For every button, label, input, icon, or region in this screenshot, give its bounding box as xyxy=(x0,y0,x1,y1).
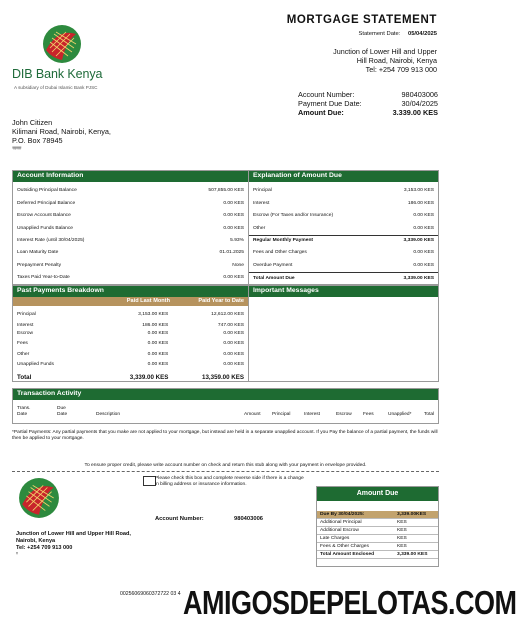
past-payment-label: Principal xyxy=(17,312,36,317)
col-unapplied: Unapplied* xyxy=(388,412,412,417)
paid-last-month-value: 186.00 KES xyxy=(142,322,169,328)
important-messages-header: Important Messages xyxy=(249,286,438,297)
amount-due-row-value[interactable]: KES xyxy=(397,527,407,533)
payments-panel xyxy=(12,285,439,382)
past-payment-label: Escrow xyxy=(17,330,34,336)
dib-logo-icon xyxy=(18,477,60,519)
paid-ytd-value: 0.00 KES xyxy=(223,330,244,336)
col-interest: Interest xyxy=(304,412,320,417)
explanation-header: Explanation of Amount Due xyxy=(249,171,438,182)
address-change-note: Please check this box and complete reverse side if there is a change in billing address or insurance information. xyxy=(155,476,304,488)
customer-name: John Citizen xyxy=(12,118,53,127)
col-trans-date xyxy=(17,406,30,417)
col-escrow: Escrow xyxy=(336,412,352,417)
amount-due-row-label: Late Charges xyxy=(320,535,350,541)
watermark: AMIGOSDEPELOTAS.COM xyxy=(183,584,517,622)
account-info-row-label: Outsiding Principal Balance xyxy=(17,188,77,194)
explanation-row-value: 3,339.00 KES xyxy=(403,238,434,244)
explanation-row-label: Interest xyxy=(253,200,270,206)
account-info-row-label: Escrow Account Balance xyxy=(17,213,71,219)
amount-due-row xyxy=(317,543,438,551)
explanation-row-value: 0.00 KES xyxy=(413,250,434,256)
explanation-of-amount-due xyxy=(249,171,438,284)
customer-address xyxy=(12,118,111,154)
explanation-row xyxy=(249,222,438,234)
amount-due-row-value: 3,339.00KES xyxy=(397,511,427,517)
explanation-row-value: 3,339.00 KES xyxy=(403,275,434,281)
account-info-row-value: 5.93% xyxy=(230,237,244,243)
explanation-row-label: Escrow (For Taxes and/or Insurance) xyxy=(253,213,334,219)
account-info-row xyxy=(13,197,248,209)
explanation-row-value: 186.00 KES xyxy=(407,200,434,206)
bank-subtitle: A subsidiary of Dubai Islamic Bank PJSC xyxy=(14,85,98,90)
stub-barcode: ꞌꞌꞋꞌꞋꞌꞌꞋꞌꞌꞋꞌꞋꞌ xyxy=(16,551,17,558)
account-info-row xyxy=(13,185,248,197)
bank-phone: Tel: +254 709 913 000 xyxy=(365,65,437,74)
account-info-row xyxy=(13,259,248,271)
explanation-row-value: 0.00 KES xyxy=(413,225,434,231)
stub-logo xyxy=(18,477,60,522)
paid-ytd-value: 12,612.00 KES xyxy=(211,312,244,317)
explanation-row xyxy=(249,235,438,247)
dib-logo-icon xyxy=(42,24,82,64)
past-payments-header: Past Payments Breakdown xyxy=(13,286,248,297)
account-info-row-value: 0.00 KES xyxy=(223,213,244,219)
paid-last-month-value: 0.00 KES xyxy=(147,330,169,336)
past-payment-label: Other xyxy=(17,351,30,357)
amount-due-box xyxy=(316,486,439,567)
past-payment-label: Unapplied Funds xyxy=(17,362,54,367)
col-principal: Principal xyxy=(272,412,291,417)
paid-last-month-value: 0.00 KES xyxy=(147,362,169,367)
statement-date-label: Statement Date: xyxy=(358,31,401,37)
account-info-row-value: 507,855.00 KES xyxy=(208,188,244,194)
account-info-row-label: Unapplied Funds Balance xyxy=(17,225,74,231)
tear-line xyxy=(12,471,439,472)
amount-due-row xyxy=(317,527,438,535)
explanation-row xyxy=(249,259,438,271)
amount-due-row-value: 3,339.00 KES xyxy=(397,551,428,557)
account-info-row xyxy=(13,210,248,222)
amount-due-row-value[interactable]: KES xyxy=(397,519,407,525)
account-info-row-value: 0.00 KES xyxy=(223,200,244,206)
transaction-activity xyxy=(12,388,439,424)
explanation-row-label: Overdue Payment xyxy=(253,262,293,268)
paid-last-month-value: 0.00 KES xyxy=(147,351,169,357)
stub-account-number: 980403006 xyxy=(234,516,264,522)
bank-name: DIB Bank Kenya xyxy=(12,67,103,81)
total-last-month: 3,339.00 KES xyxy=(129,373,169,381)
customer-pobox: P.O. Box 78945 xyxy=(12,136,63,146)
past-payment-row xyxy=(13,312,248,323)
col-description: Description xyxy=(96,412,120,417)
total-ytd: 13,359.00 KES xyxy=(202,373,244,381)
col-due-date xyxy=(57,406,67,417)
explanation-row-label: Principal xyxy=(253,188,272,194)
past-payment-row xyxy=(13,352,248,363)
explanation-row xyxy=(249,272,438,284)
account-info-row-label: Interest Rate (until 30/04/2025) xyxy=(17,237,85,243)
paid-ytd-value: 747.00 KES xyxy=(217,322,244,328)
account-info-row-label: Prepayment Penalty xyxy=(17,262,62,268)
paid-last-month-header: Paid Last Month xyxy=(126,298,170,304)
amount-due-row xyxy=(317,535,438,543)
past-payments-breakdown xyxy=(13,286,249,381)
account-info-row-label: Taxes Paid Year-to-Date xyxy=(17,275,70,281)
explanation-row-label: Fees and Other Charges xyxy=(253,250,307,256)
explanation-row-label: Total Amount Due xyxy=(253,275,295,281)
micr-line: 00256069060372722 03 4 xyxy=(120,591,181,597)
partial-payments-note: *Partial Payments: Any partial payments that you make are not applied to your mortgage, but instead are held in a separate unapplied account. If you Pay the balance of a partial payment, the funds will then be applied to your mortgage. xyxy=(12,430,438,442)
account-summary xyxy=(298,91,438,117)
past-payments-columns xyxy=(13,297,248,306)
past-payment-row xyxy=(13,323,248,331)
transaction-activity-header: Transaction Activity xyxy=(13,389,438,400)
amount-due-row xyxy=(317,511,438,519)
amount-due-row-label: Fees & Other Charges xyxy=(320,543,369,549)
bank-address-line: Junction of Lower Hill and Upper xyxy=(333,47,437,56)
account-info-row-label: Loan Maturity Date xyxy=(17,250,59,256)
explanation-row xyxy=(249,210,438,222)
stub-address-line: Junction of Lower Hill and Upper Hill Road, xyxy=(16,531,131,537)
amount-due-row-value[interactable]: KES xyxy=(397,543,407,549)
statement-date-value: 05/04/2025 xyxy=(407,31,437,37)
amount-due-row-value[interactable]: KES xyxy=(397,535,407,541)
credit-instruction: To ensure proper credit, please write account number on check and return this stub along with your payment in envelope provided. xyxy=(84,463,367,468)
explanation-row-value: 0.00 KES xyxy=(413,262,434,268)
amount-due-header: Amount Due xyxy=(317,487,438,501)
paid-last-month-value: 0.00 KES xyxy=(147,341,169,346)
account-information xyxy=(13,171,249,284)
statement-date xyxy=(358,31,437,38)
total-label: Total xyxy=(17,373,32,381)
col-trans-label: Trans. xyxy=(17,406,31,411)
account-info-row-label: Deferred Principal Balance xyxy=(17,200,76,206)
account-info-row-value: None xyxy=(232,262,244,268)
past-payment-row xyxy=(13,341,248,352)
transaction-columns xyxy=(13,406,438,422)
past-payment-row xyxy=(13,331,248,342)
paid-last-month-value: 3,153.00 KES xyxy=(138,312,169,317)
account-number-value: 980403006 xyxy=(401,90,438,99)
stub-address-line: Nairobi, Kenya xyxy=(16,537,56,544)
bank-address xyxy=(333,47,437,74)
due-date-value: 30/04/2025 xyxy=(401,98,438,108)
stub-bank-address xyxy=(16,531,131,559)
bank-logo xyxy=(12,22,132,97)
stub-phone: Tel: +254 709 913 000 xyxy=(16,544,73,551)
col-due-label: Due xyxy=(57,406,66,411)
amount-due-label: Amount Due: xyxy=(298,107,344,117)
explanation-row-label: Other xyxy=(253,225,266,231)
account-info-row-value: 0.00 KES xyxy=(223,225,244,231)
amount-due-value: 3.339.00 KES xyxy=(392,107,438,117)
paid-ytd-value: 0.00 KES xyxy=(223,362,244,367)
account-info-row xyxy=(13,235,248,247)
paid-ytd-value: 0.00 KES xyxy=(223,341,244,346)
important-messages xyxy=(249,286,438,381)
account-information-header: Account Information xyxy=(13,171,248,182)
account-info-row xyxy=(13,247,248,259)
account-info-row xyxy=(13,222,248,234)
account-info-row-value: 01.01.2025 xyxy=(219,250,244,256)
past-payment-row xyxy=(13,362,248,373)
info-panel xyxy=(12,170,439,285)
explanation-row xyxy=(249,247,438,259)
col-trans-date-label: Date xyxy=(17,411,28,417)
amount-due-row xyxy=(317,551,438,559)
amount-due-row-label: Total Amount Enclosed xyxy=(320,551,375,557)
document-title: MORTGAGE STATEMENT xyxy=(286,14,437,26)
col-total: Total xyxy=(424,412,435,417)
explanation-row xyxy=(249,185,438,197)
amount-due-row-label: Additional Principal xyxy=(320,519,362,525)
past-payment-label: Interest xyxy=(17,322,34,328)
stub-account-label: Account Number: xyxy=(155,516,204,522)
explanation-row xyxy=(249,197,438,209)
customer-address-line: Kilimani Road, Nairobi, Kenya, xyxy=(12,127,111,137)
paid-ytd-value: 0.00 KES xyxy=(223,351,244,357)
explanation-row-value: 0.00 KES xyxy=(413,213,434,219)
amount-due-row xyxy=(317,519,438,527)
account-info-row-value: 0.00 KES xyxy=(223,275,244,281)
paid-ytd-header: Paid Year to Date xyxy=(198,298,244,304)
amount-due-row-label: Due By 30/04/2025: xyxy=(320,511,365,517)
col-fees: Fees xyxy=(363,412,374,417)
account-number-label: Account Number: xyxy=(298,90,355,99)
past-payments-total xyxy=(13,374,248,383)
bank-address-line: Hill Road, Nairobi, Kenya xyxy=(356,56,437,65)
account-info-row xyxy=(13,272,248,284)
due-date-label: Payment Due Date: xyxy=(298,98,362,108)
amount-due-row-label: Additional Escrow xyxy=(320,527,359,533)
col-amount: Amount xyxy=(244,412,261,417)
col-due-date-label: Date xyxy=(57,411,68,417)
past-payment-label: Fees xyxy=(17,341,28,346)
explanation-row-label: Regular Monthly Payment xyxy=(253,238,314,244)
explanation-row-value: 3,153.00 KES xyxy=(403,188,434,194)
customer-barcode: ꞌꞌꞋꞌꞌꞋꞌꞋꞋꞌꞌꞋꞌꞌꞋꞌꞌꞋꞌꞋꞌꞌ xyxy=(12,145,21,155)
